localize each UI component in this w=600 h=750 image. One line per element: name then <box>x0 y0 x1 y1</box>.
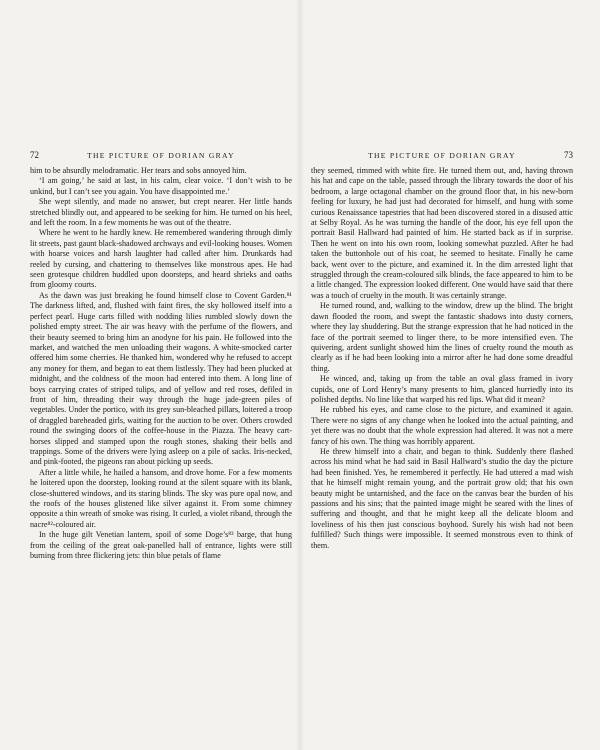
book-gutter <box>296 0 304 750</box>
paragraph: He winced, and, taking up from the table an oval glass framed in ivory cupids, one of Lord Henry’s many presents to him, glanced hurriedly into its polished depths. No line like that warped his red lips. What did it mean? <box>311 374 573 404</box>
right-page-text <box>311 166 573 551</box>
paragraph: After a little while, he hailed a hansom, and drove home. For a few moments he loitered upon the doorstep, looking round at the silent square with its blank, close-shuttered windows, and its staring blinds. The sky was pure opal now, and the roofs of the houses glistened like silver against it. From some chimney opposite a thin wreath of smoke was rising. It curled, a violet riband, through the nacre⁸²-coloured air. <box>30 467 292 529</box>
paragraph: As the dawn was just breaking he found himself close to Covent Garden.⁸¹ The darkness lifted, and, flushed with faint fires, the sky hollowed itself into a perfect pearl. Huge carts filled with nodding lilies rumbled slowly down the polished empty street. The air was heavy with the perfume of the flowers, and their beauty seemed to bring him an anodyne for his pain. He followed into the market, and watched the men unloading their wagons. A white-smocked carter offered him some cherries. He thanked him, wondered why he refused to accept any money for them, and began to eat them listlessly. They had been plucked at midnight, and the coldness of the moon had entered into them. A long line of boys carrying crates of striped tulips, and of yellow and red roses, defiled in front of him, threading their way through the huge jade-green piles of vegetables. Under the portico, with its grey sun-bleached pillars, loitered a troop of draggled bareheaded girls, waiting for the auction to be over. Others crowded round the swinging doors of the coffee-house in the Piazza. The heavy cart-horses slipped and stamped upon the rough stones, shaking their bells and trappings. Some of the drivers were lying asleep on a pile of sacks. Iris-necked, and pink-footed, the pigeons ran about picking up seeds. <box>30 290 292 467</box>
paragraph: In the huge gilt Venetian lantern, spoil of some Doge’s⁸³ barge, that hung from the ceiling of the great oak-panelled hall of entrance, lights were still burning from three flickering jets: thin blue petals of flame <box>30 530 292 561</box>
paragraph: He threw himself into a chair, and began to think. Suddenly there flashed across his mind what he had said in Basil Hallward’s studio the day the picture had been finished. Yes, he remembered it perfectly. He had uttered a mad wish that he himself might remain young, and the portrait grow old; that his own beauty might be untarnished, and the face on the canvas bear the burden of his passions and his sins; that the painted image might be seared with the lines of suffering and thought, and that he might keep all the delicate bloom and loveliness of his then just conscious boyhood. Surely his wish had not been fulfilled? Such things were impossible. It seemed monstrous even to think of them. <box>311 446 573 550</box>
paragraph: She wept silently, and made no answer, but crept nearer. Her little hands stretched blindly out, and appeared to be seeking for him. He turned on his heel, and left the room. In a few moments he was out of the theatre. <box>30 197 292 228</box>
running-title-right: THE PICTURE OF DORIAN GRAY <box>368 151 516 160</box>
paragraph: He rubbed his eyes, and came close to the picture, and examined it again. There were no signs of any change when he looked into the actual painting, and yet there was no doubt that the whole expression had altered. It was not a mere fancy of his own. The thing was horribly apparent. <box>311 405 573 446</box>
paragraph: Where he went to he hardly knew. He remembered wandering through dimly lit streets, past gaunt black-shadowed archways and evil-looking houses. Women with hoarse voices and harsh laughter had called after him. Drunkards had reeled by cursing, and chattering to themselves like monstrous apes. He had seen grotesque children huddled upon doorsteps, and heard shrieks and oaths from gloomy courts. <box>30 228 292 290</box>
page-number-left: 72 <box>30 150 39 160</box>
page-number-right: 73 <box>564 150 573 160</box>
paragraph: they seemed, rimmed with white fire. He turned them out, and, having thrown his hat and cape on the table, passed through the library towards the door of his bedroom, a large octagonal chamber on the ground floor that, in his new-born feeling for luxury, he had just had decorated for himself, and hung with some curious Renaissance tapestries that had been discovered stored in a disused attic at Selby Royal. As he was turning the handle of the door, his eye fell upon the portrait Basil Hallward had painted of him. He started back as if in surprise. Then he went on into his own room, looking somewhat puzzled. After he had taken the buttonhole out of his coat, he seemed to hesitate. Finally he came back, went over to the picture, and examined it. In the dim arrested light that struggled through the cream-coloured silk blinds, the face appeared to him to be a little changed. The expression looked different. One would have said that there was a touch of cruelty in the mouth. It was certainly strange. <box>311 166 573 300</box>
running-head-right <box>311 150 573 164</box>
paragraph: He turned round, and, walking to the window, drew up the blind. The bright dawn flooded the room, and swept the fantastic shadows into dusty corners, where they lay shuddering. But the strange expression that he had noticed in the face of the portrait seemed to linger there, to be more intensified even. The quivering, ardent sunlight showed him the lines of cruelty round the mouth as clearly as if he had been looking into a mirror after he had done some dreadful thing. <box>311 301 573 373</box>
paragraph: ‘I am going,’ he said at last, in his calm, clear voice. ‘I don’t wish to be unkind, but I can’t see you again. You have disappointed me.’ <box>30 176 292 196</box>
right-page <box>311 150 573 551</box>
running-title-left: THE PICTURE OF DORIAN GRAY <box>87 151 235 160</box>
left-page-text <box>30 166 292 561</box>
paragraph: him to be absurdly melodramatic. Her tears and sobs annoyed him. <box>30 166 247 175</box>
left-page <box>30 150 292 561</box>
running-head-left <box>30 150 292 164</box>
